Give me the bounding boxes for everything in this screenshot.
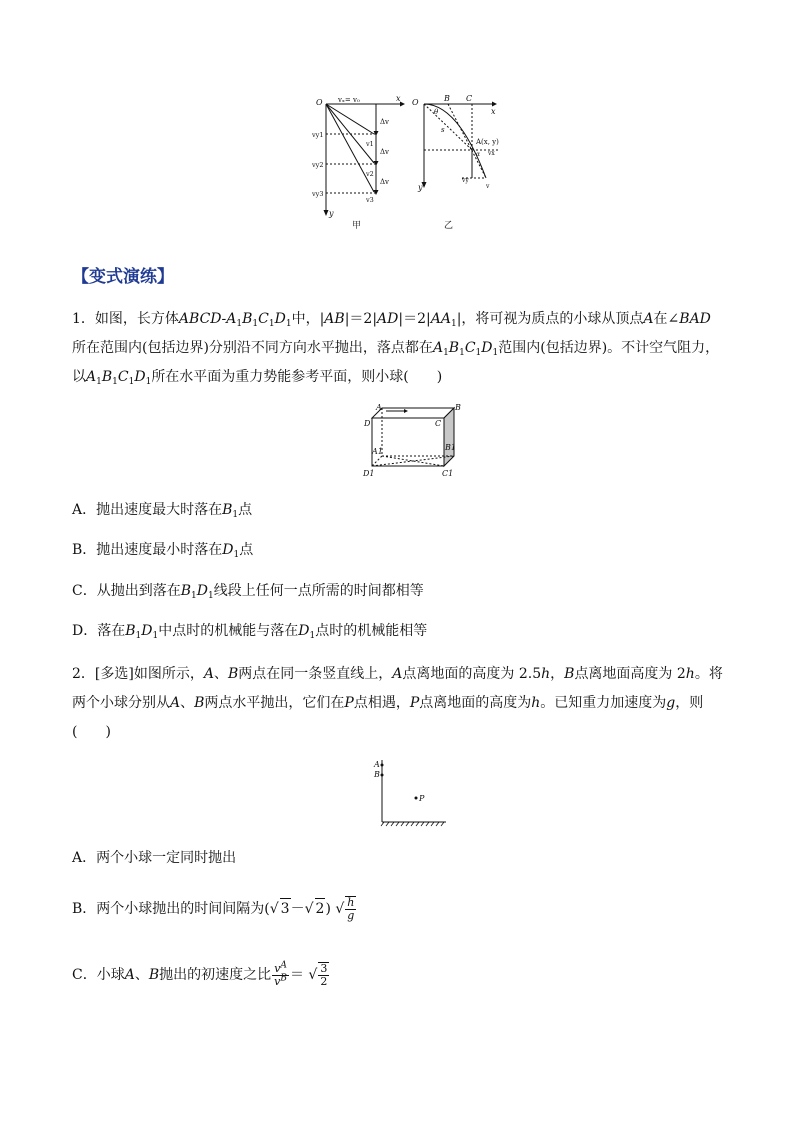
v3-label: v3: [366, 196, 374, 204]
vy2-label: vy2: [312, 161, 324, 169]
figure-two-balls: [366, 756, 450, 828]
point-c-label: C: [466, 94, 473, 103]
point-b-label: B: [444, 94, 450, 103]
diagram-yi: [412, 94, 499, 231]
caption-yi: 乙: [444, 221, 454, 231]
q2-option-a[interactable]: A．两个小球一定同时抛出: [72, 850, 237, 866]
q2-option-b[interactable]: B．两个小球抛出的时间间隔为(√ 3－√ 2) √ $\frac{h}{g}$: [72, 896, 355, 922]
section-title: 【变式演练】: [72, 267, 174, 287]
cuboid-label-c: C: [435, 419, 442, 428]
delta-v-2: Δv: [380, 148, 390, 156]
v-right-label: v: [486, 183, 490, 190]
point-a-label: A(x, y): [476, 138, 499, 146]
ball-b-label: B: [374, 770, 380, 779]
vy-right-label: vy: [462, 177, 469, 184]
cuboid-label-d1: D1: [363, 469, 375, 478]
q1-option-c[interactable]: C．从抛出到落在$B_1D_1$线段上任何一点所需的时间都相等: [72, 583, 424, 601]
delta-v-3: Δv: [380, 178, 390, 186]
vx-label: vₓ= v₀: [338, 96, 360, 104]
y-axis-label-yi: y: [418, 183, 423, 192]
origin-label-jia: O: [316, 98, 323, 107]
x-axis-label-yi: x: [491, 107, 496, 116]
q1-option-a[interactable]: A．抛出速度最大时落在$B_1$点: [72, 502, 253, 520]
cuboid-label-b: B: [455, 403, 461, 412]
point-p-label: P: [419, 794, 425, 803]
vy3-label: vy3: [312, 190, 324, 198]
q1-option-d[interactable]: D．落在$B_1D_1$中点时的机械能与落在$D_1$点时的机械能相等: [72, 623, 428, 641]
q1-stem: 1．如图，长方体ABCD-$A_1B_1C_1D_1$中，$|AB|=2|AD|=2|AA_1|$，将可视为质点的小球从顶点A在∠BAD所在范围内(包括边界)分别沿不同方向水平抛出，落点都在$A_1B_1C_1D_1$范围内(包括边界)。不计空气阻力，以$A_1B_1C_1D_1$所在水平面为重力势能参考平面，则小球( ): [72, 311, 720, 387]
q2-stem: 2．[多选]如图所示，A、B两点在同一条竖直线上，A点离地面的高度为 2.5h，B点离地面高度为 2h。将两个小球分别从A、B两点水平抛出，它们在P点相遇，P点离地面的高度为h。已知重力加速度为g，则 ( ): [72, 666, 723, 740]
origin-label-yi: O: [412, 98, 419, 107]
cuboid-label-a1: A1: [372, 447, 383, 456]
vx-right-label: vx: [488, 150, 495, 157]
q2-option-c[interactable]: C．小球A、B抛出的初速度之比 $\frac{v^A}{v^B}$ ＝ √ $\frac{3}{2}$: [72, 959, 328, 988]
q1-option-b[interactable]: B．抛出速度最小时落在$D_1$点: [72, 542, 254, 560]
vy1-label: vy1: [312, 131, 324, 139]
caption-jia: 甲: [352, 221, 362, 231]
figure-cuboid: [360, 402, 464, 478]
theta-label: θ: [434, 108, 439, 116]
ball-a-label: A: [374, 760, 380, 769]
cuboid-label-c1: C1: [442, 469, 454, 478]
figure-projectile-vectors: [308, 92, 504, 232]
cuboid-label-d: D: [364, 419, 371, 428]
diagram-jia: [311, 94, 405, 231]
cuboid-label-b1: B1: [445, 443, 456, 452]
alpha-label: α: [476, 151, 481, 158]
cuboid-label-a: A: [376, 403, 382, 412]
delta-v-1: Δv: [380, 118, 390, 126]
s-label: s: [441, 126, 445, 134]
y-axis-label-jia: y: [329, 209, 334, 218]
v1-label: v1: [366, 140, 374, 148]
v2-label: v2: [366, 170, 374, 178]
x-axis-label-jia: x: [396, 94, 401, 103]
